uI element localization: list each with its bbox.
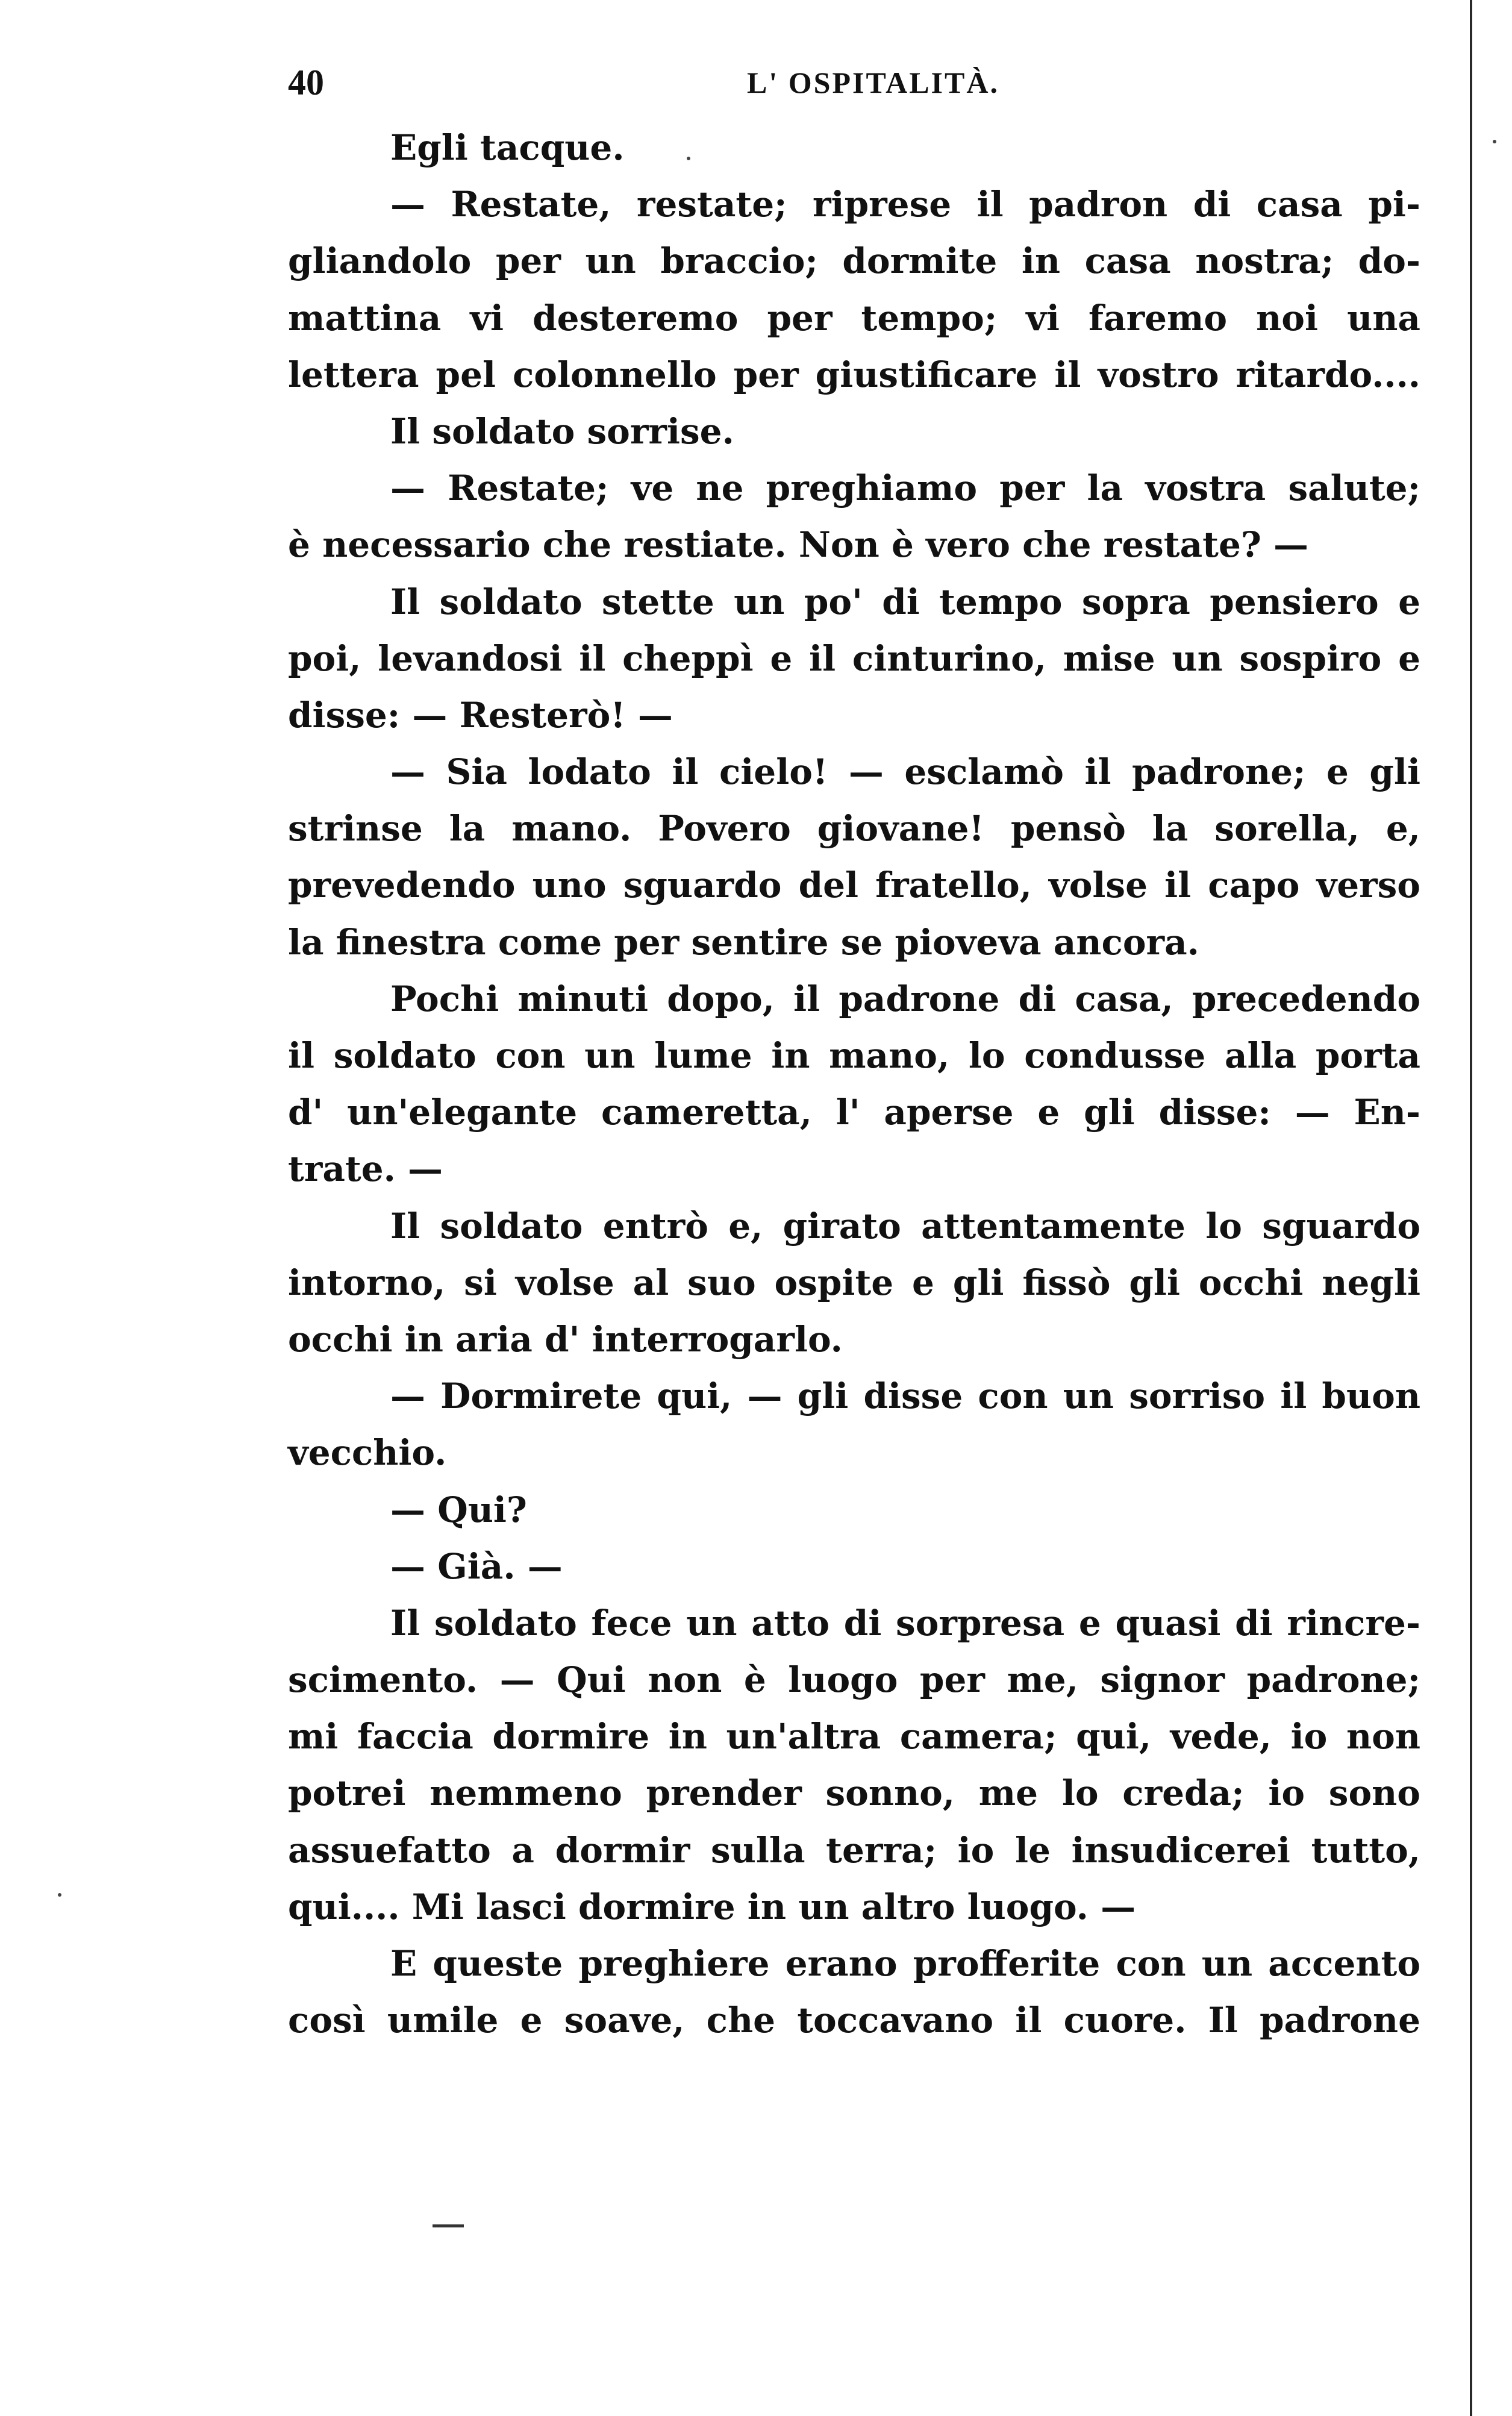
text-line: Pochi minuti dopo, il padrone di casa, precedendo [390, 978, 1420, 1019]
text-line: occhi in aria d' interrogarlo. [288, 1318, 843, 1360]
text-line: la finestra come per sentire se pioveva ancora. [288, 921, 1199, 963]
text-line: — Qui? [390, 1489, 527, 1530]
text-line: Il soldato fece un atto di sorpresa e quasi di rincre- [390, 1602, 1420, 1644]
text-line: lettera pel colonnello per giustificare il vostro ritardo.... [288, 354, 1420, 395]
text-line: è necessario che restiate. Non è vero che restate? — [288, 524, 1309, 566]
text-line: — Già. — [390, 1545, 563, 1587]
page-edge-line [1470, 0, 1472, 2416]
text-line: mi faccia dormire in un'altra camera; qui, vede, io non [288, 1716, 1420, 1757]
text-line: — Sia lodato il cielo! — esclamò il padrone; e gli [390, 751, 1420, 793]
text-line: mattina vi desteremo per tempo; vi faremo noi una [288, 297, 1420, 339]
stray-mark [433, 2224, 464, 2227]
text-line: assuefatto a dormir sulla terra; io le insudicerei tutto, [288, 1829, 1420, 1871]
text-line: potrei nemmeno prender sonno, me lo creda; io sono [288, 1773, 1420, 1814]
text-line: prevedendo uno sguardo del fratello, volse il capo verso [288, 865, 1420, 906]
text-line: — Restate; ve ne preghiamo per la vostra salute; [390, 468, 1420, 509]
text-line: qui.... Mi lasci dormire in un altro luogo. — [288, 1886, 1136, 1927]
text-line: Il soldato entrò e, girato attentamente lo sguardo [390, 1205, 1420, 1247]
scan-speck [58, 1893, 61, 1897]
text-line: — Dormirete qui, — gli disse con un sorriso il buon [390, 1375, 1420, 1417]
text-line: vecchio. [288, 1432, 447, 1474]
text-line: — Restate, restate; riprese il padron di casa pi- [390, 184, 1420, 225]
scan-speck [687, 157, 690, 160]
text-line: scimento. — Qui non è luogo per me, signor padrone; [288, 1659, 1420, 1701]
page-number: 40 [288, 63, 324, 102]
page-header [288, 55, 1432, 110]
text-line: poi, levandosi il cheppì e il cinturino, mise un sospiro e [288, 637, 1420, 679]
text-line: Il soldato stette un po' di tempo sopra pensiero e [390, 581, 1420, 622]
text-line: d' un'elegante cameretta, l' aperse e gli disse: — En- [288, 1092, 1420, 1133]
text-line: intorno, si volse al suo ospite e gli fissò gli occhi negli [288, 1262, 1420, 1303]
running-title: L' OSPITALITÀ. [747, 66, 999, 99]
text-line: strinse la mano. Povero giovane! pensò la sorella, e, [288, 808, 1420, 850]
text-line: trate. — [288, 1148, 443, 1190]
scan-speck [1493, 140, 1496, 143]
text-line: Egli tacque. [390, 127, 625, 168]
body-text [288, 119, 1420, 2048]
text-line: gliandolo per un braccio; dormite in casa nostra; do- [288, 240, 1420, 282]
text-line: Il soldato sorrise. [390, 410, 734, 452]
text-line: E queste preghiere erano profferite con un accento [390, 1943, 1420, 1984]
text-line: così umile e soave, che toccavano il cuore. Il padrone [288, 2000, 1420, 2041]
text-line: il soldato con un lume in mano, lo condusse alla porta [288, 1035, 1420, 1076]
text-line: disse: — Resterò! — [288, 694, 673, 736]
